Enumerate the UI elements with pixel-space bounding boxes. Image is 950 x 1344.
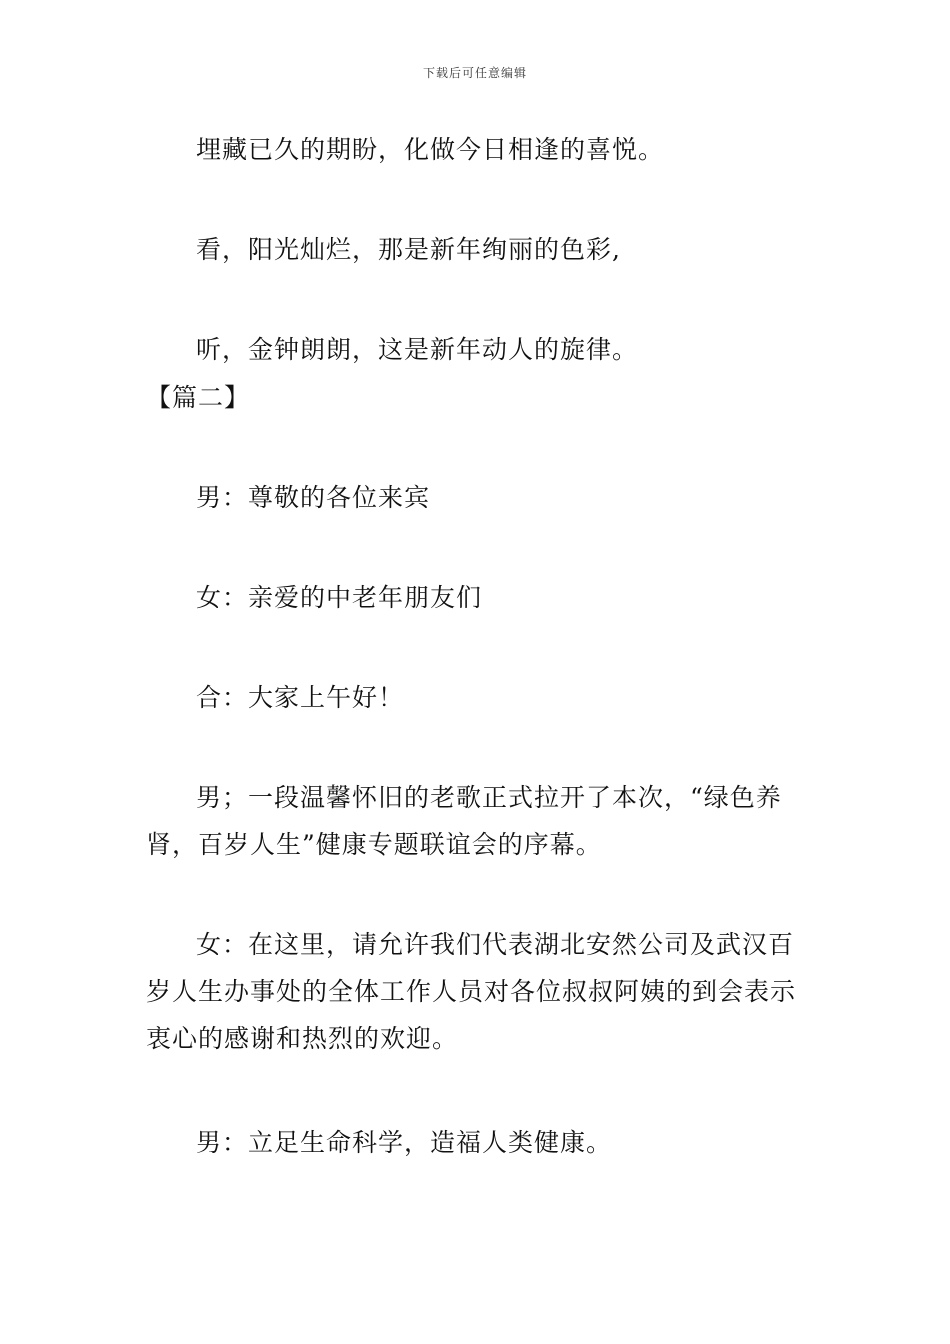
paragraph-7: 合：大家上午好！ bbox=[196, 683, 405, 712]
section-heading: 【篇二】 bbox=[146, 383, 251, 412]
paragraph-10: 男：立足生命科学，造福人类健康。 bbox=[196, 1128, 613, 1157]
paragraph-2: 看，阳光灿烂，那是新年绚丽的色彩, bbox=[196, 235, 621, 264]
paragraph-9: 女：在这里，请允许我们代表湖北安然公司及武汉百岁人生办事处的全体工作人员对各位叔叔阿姨的到会表示衷心的感谢和热烈的欢迎。 bbox=[146, 930, 797, 1053]
paragraph-3: 听，金钟朗朗，这是新年动人的旋律。 bbox=[196, 335, 639, 364]
paragraph-6: 女：亲爱的中老年朋友们 bbox=[196, 583, 483, 612]
paragraph-8: 男；一段温馨怀旧的老歌正式拉开了本次，“绿色养肾，百岁人生”健康专题联谊会的序幕。 bbox=[146, 783, 782, 859]
paragraph-5: 男：尊敬的各位来宾 bbox=[196, 483, 431, 512]
paragraph-1: 埋藏已久的期盼，化做今日相逢的喜悦。 bbox=[196, 135, 665, 164]
page-header: 下载后可任意编辑 bbox=[422, 66, 527, 80]
